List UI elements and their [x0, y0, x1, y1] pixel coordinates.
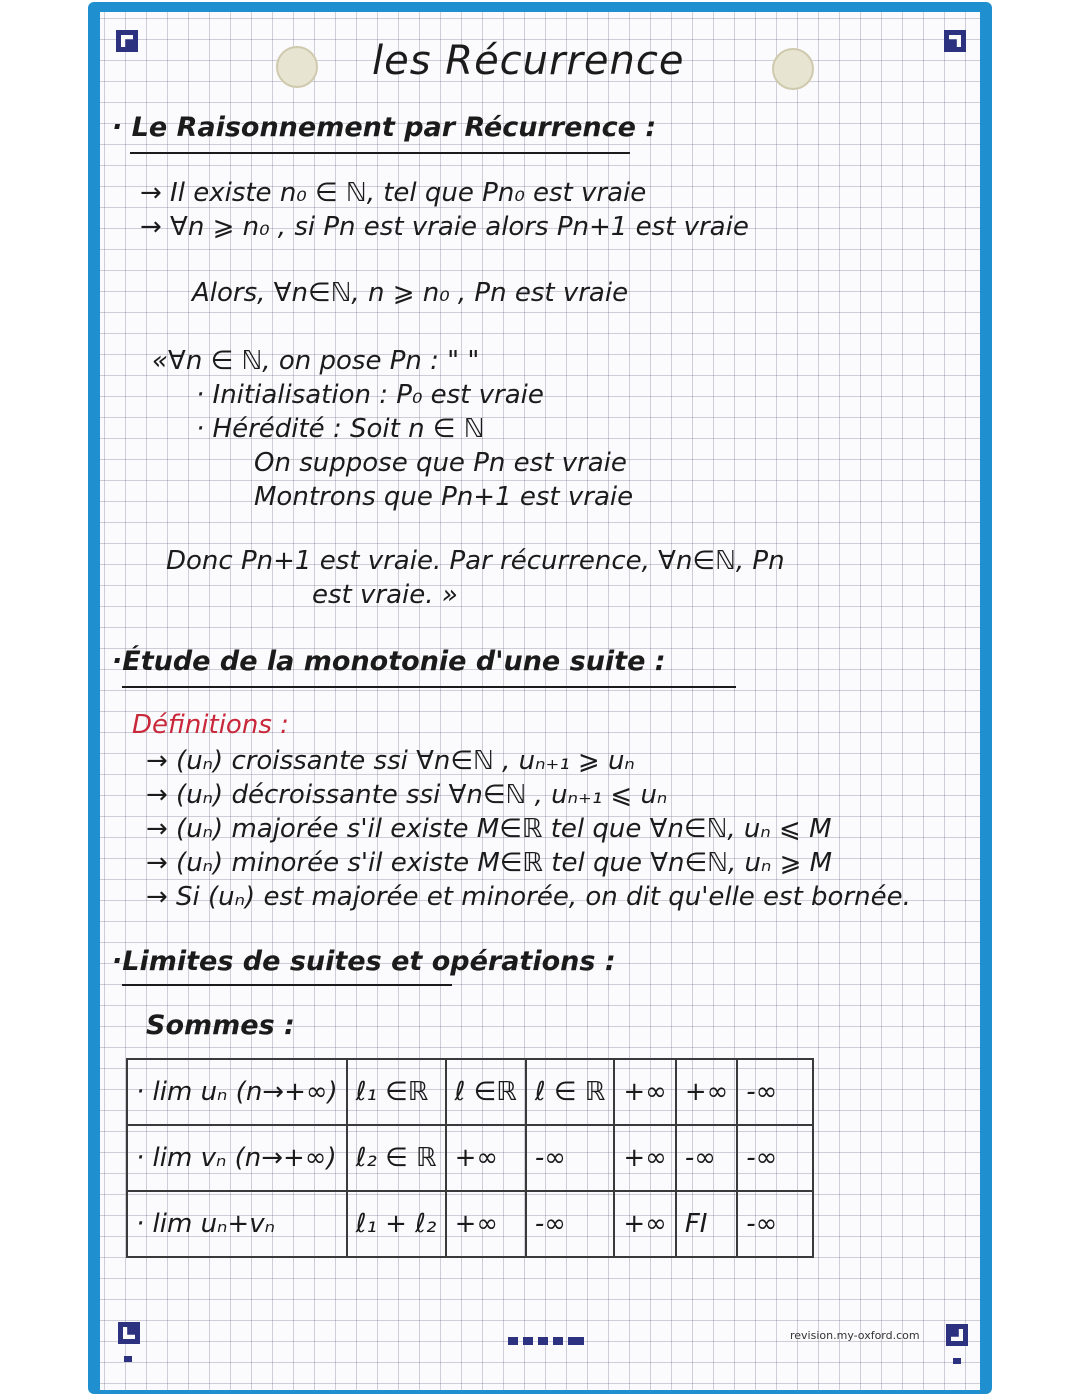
table-cell: -∞ [676, 1125, 737, 1191]
text-line: Alors, ∀n∈ℕ, n ⩾ n₀ , Pn est vraie [192, 278, 629, 308]
table-cell: +∞ [614, 1125, 675, 1191]
text-line: Montrons que Pn+1 est vraie [254, 482, 634, 512]
text-line: → ∀n ⩾ n₀ , si Pn est vraie alors Pn+1 est vraie [140, 212, 749, 242]
table-cell: +∞ [614, 1059, 675, 1125]
page-title: les Récurrence [372, 38, 685, 84]
definition-line: → (uₙ) croissante ssi ∀n∈ℕ , uₙ₊₁ ⩾ uₙ [146, 746, 635, 776]
text-line: · Initialisation : P₀ est vraie [196, 380, 544, 410]
text-line: est vraie. » [312, 580, 458, 610]
table-cell: +∞ [446, 1191, 526, 1257]
table-cell: -∞ [526, 1125, 615, 1191]
corner-mark-top-left-icon [116, 30, 138, 52]
footer-bars-icon [508, 1330, 589, 1349]
sums-limits-table [126, 1058, 814, 1258]
subheading-sommes: Sommes : [146, 1010, 295, 1041]
definition-line: → (uₙ) majorée s'il existe M∈ℝ tel que ∀n∈ℕ, uₙ ⩽ M [146, 814, 832, 844]
table-cell: ℓ₁ ∈ℝ [347, 1059, 446, 1125]
table-cell: -∞ [737, 1125, 813, 1191]
table-cell: +∞ [446, 1125, 526, 1191]
table-cell: ℓ ∈ ℝ [526, 1059, 615, 1125]
table-cell: -∞ [526, 1191, 615, 1257]
text-line: → Il existe n₀ ∈ ℕ, tel que Pn₀ est vraie [140, 178, 647, 208]
table-row [127, 1059, 813, 1125]
footer-url: revision.my-oxford.com [790, 1329, 920, 1342]
text-line: On suppose que Pn est vraie [254, 448, 627, 478]
heading-underline [130, 152, 630, 154]
definition-line: → (uₙ) minorée s'il existe M∈ℝ tel que ∀n∈ℕ, uₙ ⩾ M [146, 848, 833, 878]
table-cell: +∞ [676, 1059, 737, 1125]
corner-mark-bottom-right-icon [946, 1324, 968, 1346]
corner-dot-icon [953, 1358, 961, 1364]
text-line: · Hérédité : Soit n ∈ ℕ [196, 414, 485, 444]
heading-underline [122, 686, 736, 688]
section-heading-monotonie: ·Étude de la monotonie d'une suite : [112, 646, 666, 677]
section-heading-recurrence: · Le Raisonnement par Récurrence : [112, 112, 657, 143]
table-row [127, 1191, 813, 1257]
table-cell: FI [676, 1191, 737, 1257]
table-cell: ℓ₁ + ℓ₂ [347, 1191, 446, 1257]
table-cell: ℓ ∈ℝ [446, 1059, 526, 1125]
corner-mark-top-right-icon [944, 30, 966, 52]
table-cell: +∞ [614, 1191, 675, 1257]
table-cell: · lim uₙ+vₙ [127, 1191, 347, 1257]
definition-line: → Si (uₙ) est majorée et minorée, on dit qu'elle est bornée. [146, 882, 911, 912]
corner-dot-icon [124, 1356, 132, 1362]
table-cell: · lim vₙ (n→+∞) [127, 1125, 347, 1191]
binder-hole-right [772, 48, 814, 90]
section-heading-limites: ·Limites de suites et opérations : [112, 946, 616, 977]
heading-underline [122, 984, 452, 986]
table-row [127, 1125, 813, 1191]
table-cell: ℓ₂ ∈ ℝ [347, 1125, 446, 1191]
definition-line: → (uₙ) décroissante ssi ∀n∈ℕ , uₙ₊₁ ⩽ uₙ [146, 780, 668, 810]
text-line: Donc Pn+1 est vraie. Par récurrence, ∀n∈ℕ, Pn [166, 546, 785, 576]
table-cell: · lim uₙ (n→+∞) [127, 1059, 347, 1125]
table-cell: -∞ [737, 1059, 813, 1125]
table-cell: -∞ [737, 1191, 813, 1257]
corner-mark-bottom-left-icon [118, 1322, 140, 1344]
text-line: «∀n ∈ ℕ, on pose Pn : " " [152, 346, 480, 376]
binder-hole-left [276, 46, 318, 88]
definitions-label: Définitions : [132, 710, 289, 740]
